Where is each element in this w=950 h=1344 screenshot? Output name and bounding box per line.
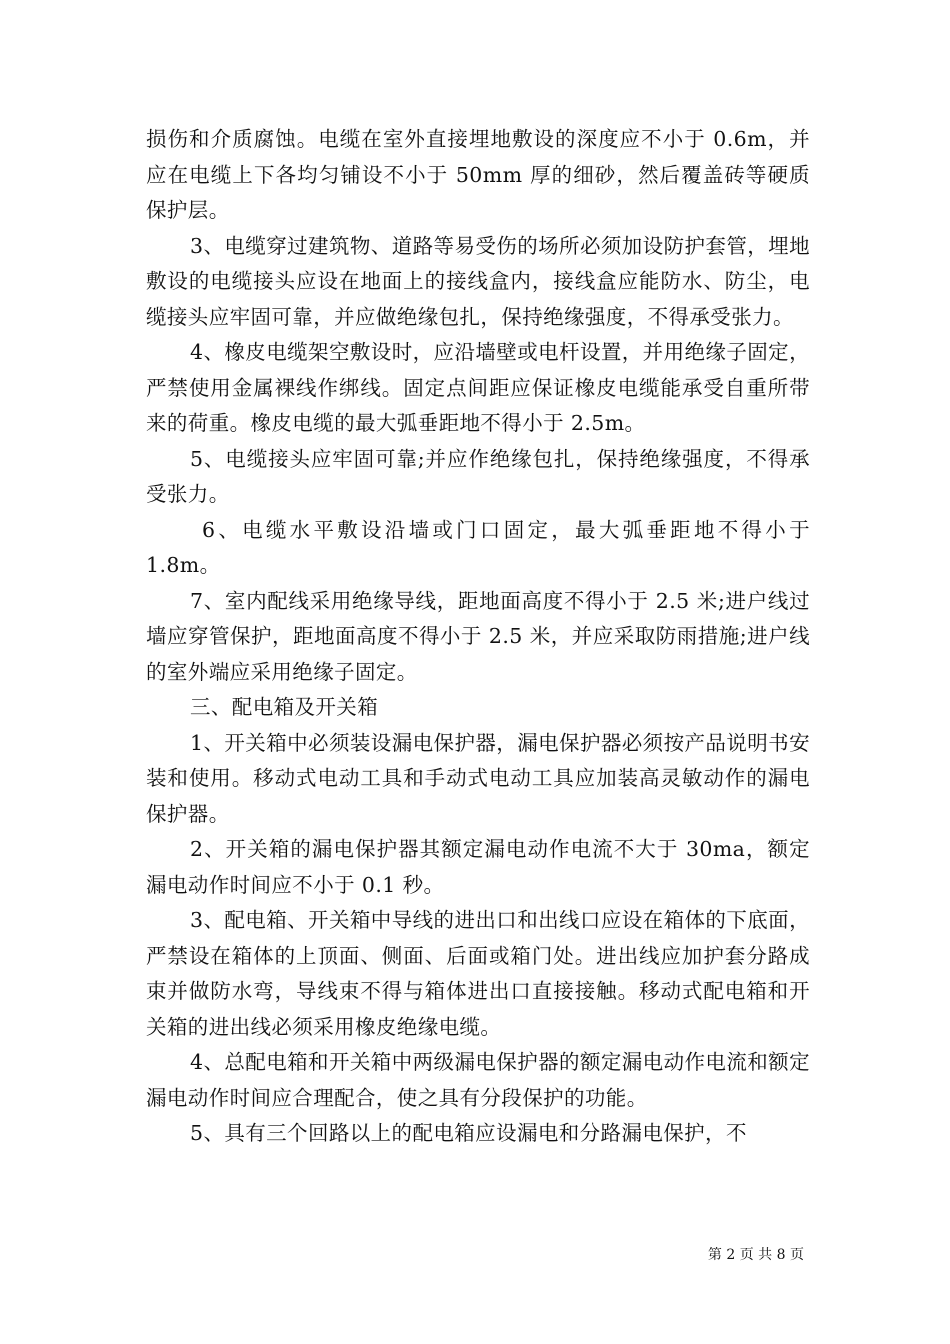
paragraph-4: 5、电缆接头应牢固可靠;并应作绝缘包扎，保持绝缘强度，不得承受张力。	[146, 446, 810, 506]
page-number: 第 2 页 共 8 页	[707, 1247, 804, 1263]
section-heading: 三、配电箱及开关箱	[190, 695, 379, 719]
paragraph-8: 2、开关箱的漏电保护器其额定漏电动作电流不大于 30ma，额定漏电动作时间应不小于 0.1 秒。	[146, 837, 810, 897]
paragraph-7: 1、开关箱中必须装设漏电保护器，漏电保护器必须按产品说明书安装和使用。移动式电动工具和手动式电动工具应加装高灵敏动作的漏电保护器。	[146, 730, 810, 826]
paragraph-1: 损伤和介质腐蚀。电缆在室外直接埋地敷设的深度应不小于 0.6m，并应在电缆上下各均匀铺设不小于 50mm 厚的细砂，然后覆盖砖等硬质保护层。	[146, 127, 810, 222]
paragraph-3: 4、橡皮电缆架空敷设时，应沿墙壁或电杆设置，并用绝缘子固定，严禁使用金属裸线作绑线。固定点间距应保证橡皮电缆能承受自重所带来的荷重。橡皮电缆的最大弧垂距地不得小于 2.5m。	[146, 340, 810, 435]
paragraph-5: 6、电缆水平敷设沿墙或门口固定，最大弧垂距地不得小于 1.8m。	[146, 517, 810, 577]
body-text	[146, 122, 810, 1152]
paragraph-10: 4、总配电箱和开关箱中两级漏电保护器的额定漏电动作电流和额定漏电动作时间应合理配合，使之具有分段保护的功能。	[146, 1050, 810, 1110]
paragraph-9: 3、配电箱、开关箱中导线的进出口和出线口应设在箱体的下底面，严禁设在箱体的上顶面、侧面、后面或箱门处。进出线应加护套分路成束并做防水弯，导线束不得与箱体进出口直接接触。移动式配电箱和开关箱的进出线必须采用橡皮绝缘电缆。	[146, 908, 810, 1039]
paragraph-6: 7、室内配线采用绝缘导线，距地面高度不得小于 2.5 米;进户线过墙应穿管保护，距地面高度不得小于 2.5 米，并应采取防雨措施;进户线的室外端应采用绝缘子固定。	[146, 588, 810, 684]
paragraph-2: 3、电缆穿过建筑物、道路等易受伤的场所必须加设防护套管，埋地敷设的电缆接头应设在地面上的接线盒内，接线盒应能防水、防尘，电缆接头应牢固可靠，并应做绝缘包扎，保持绝缘强度，不得承受张力。	[146, 233, 810, 329]
paragraph-11: 5、具有三个回路以上的配电箱应设漏电和分路漏电保护，不	[190, 1121, 747, 1145]
